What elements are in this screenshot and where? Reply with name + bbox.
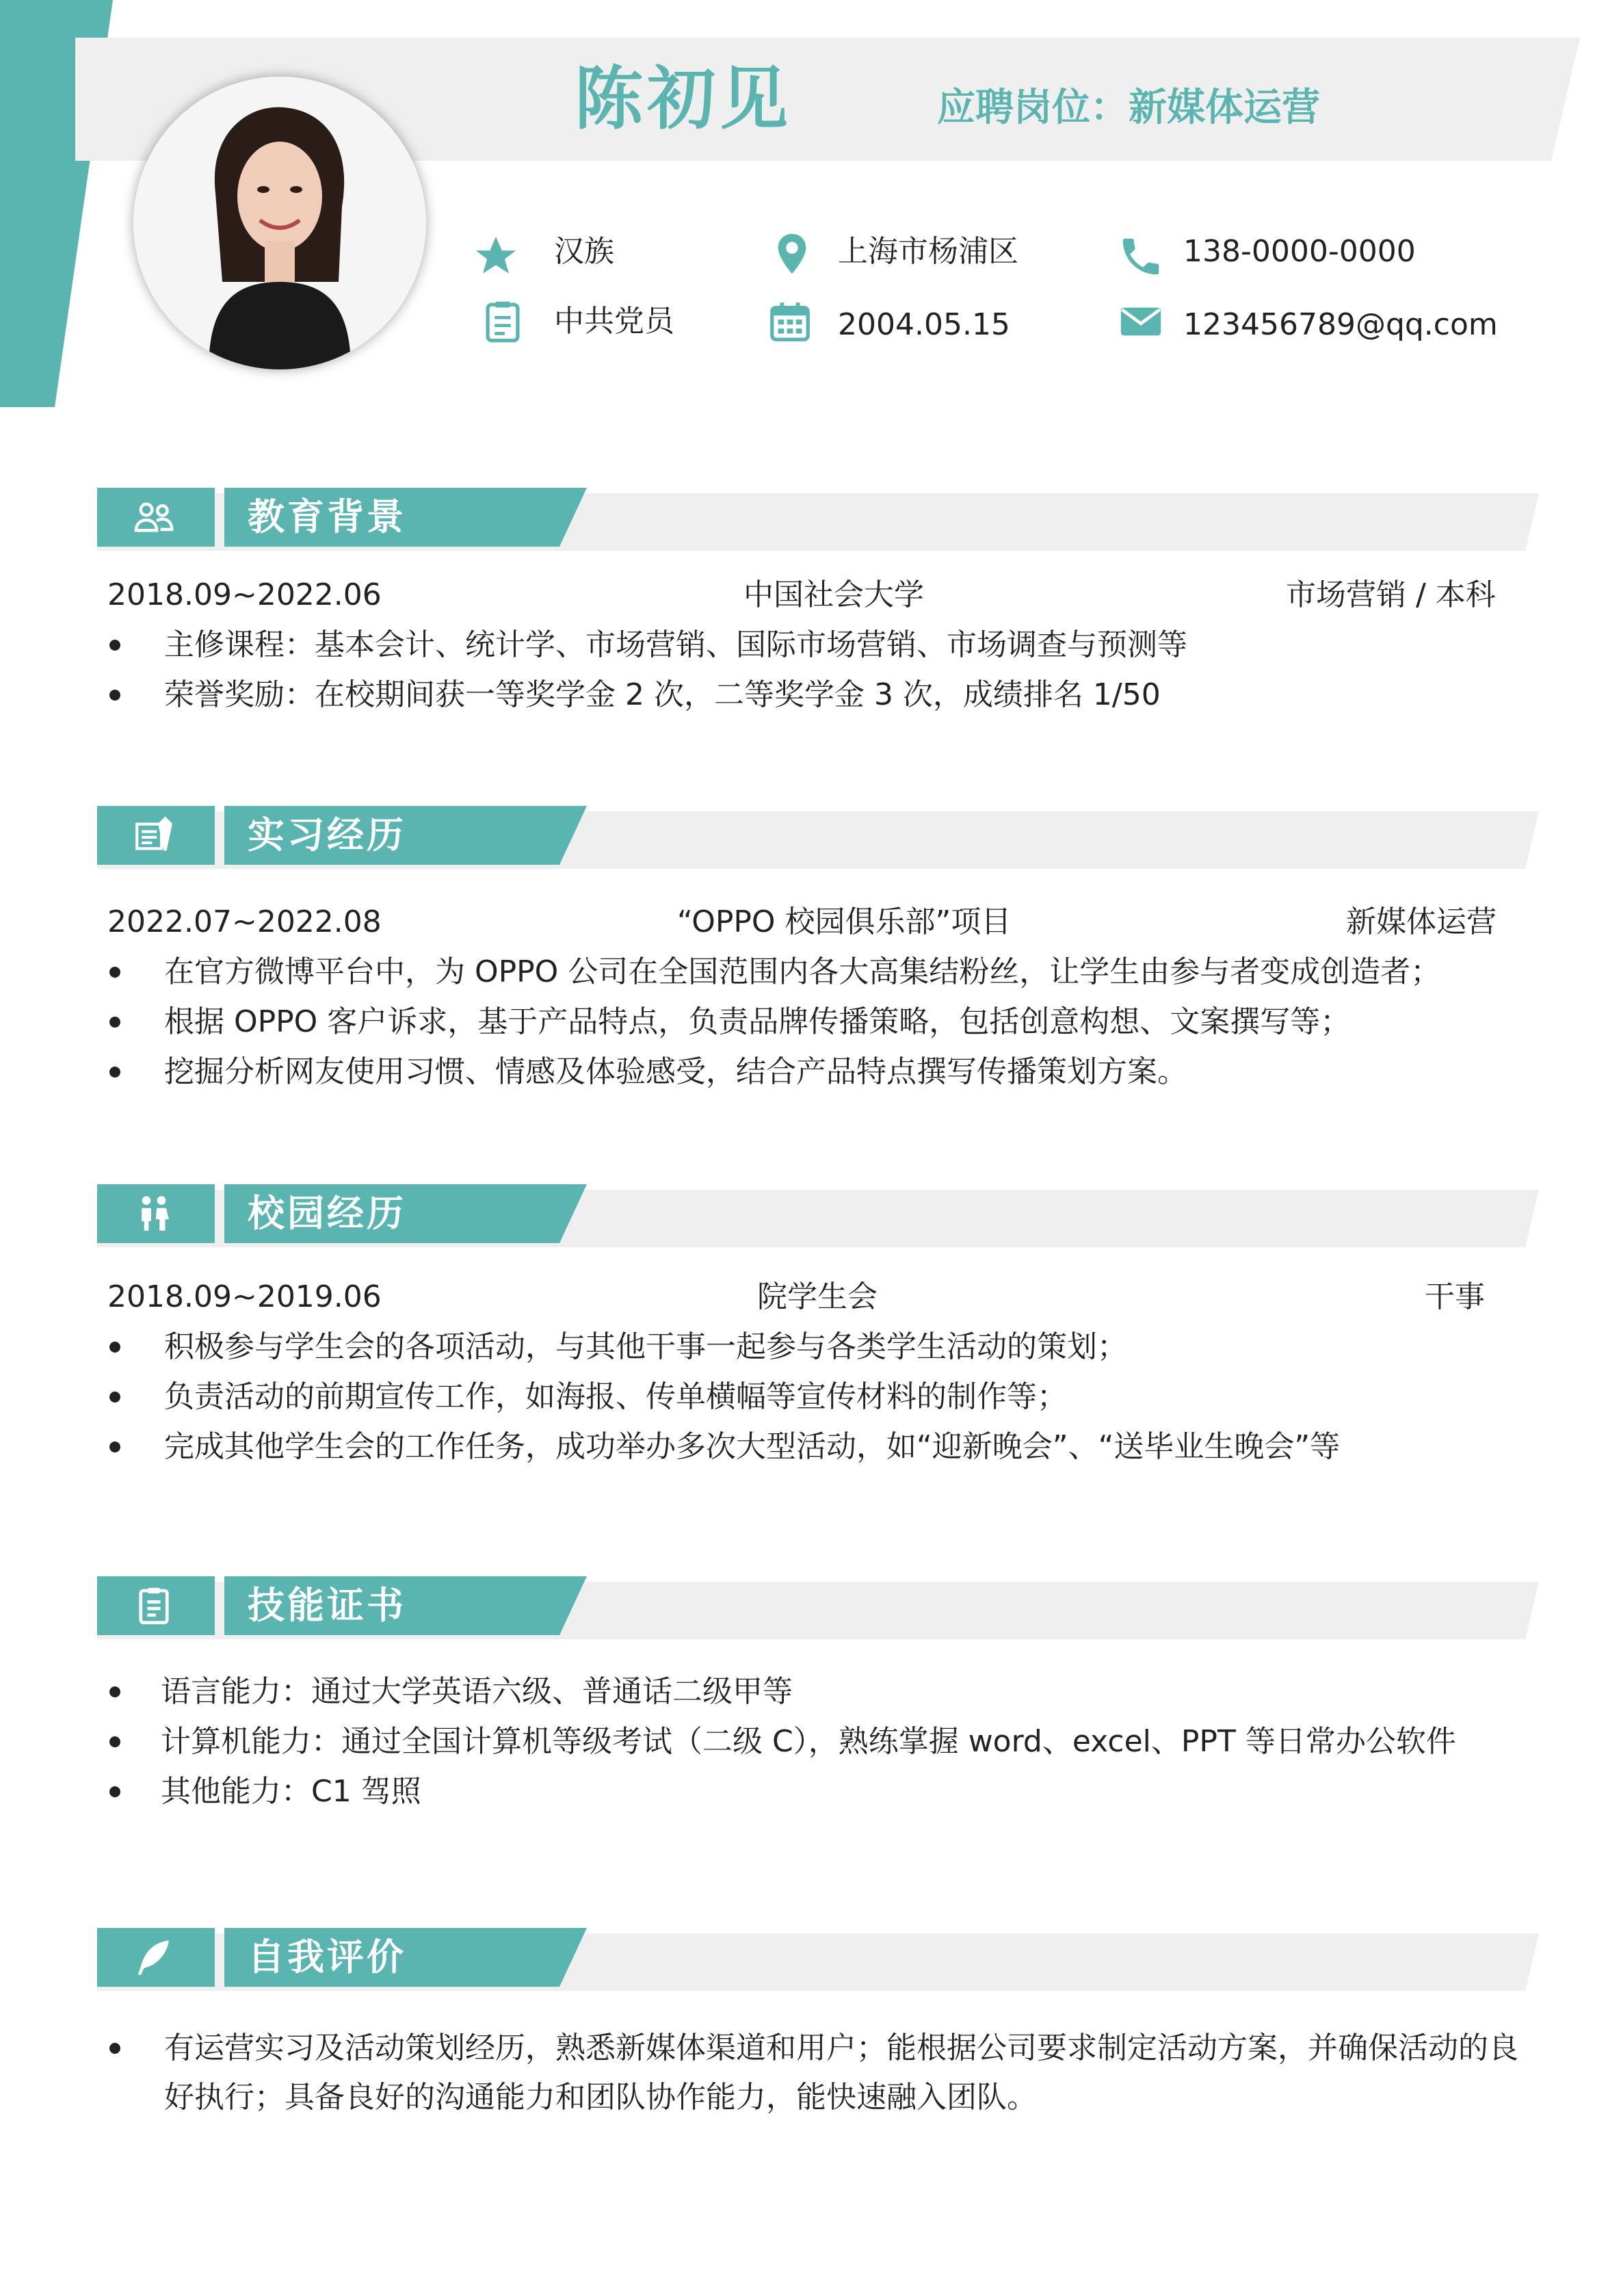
location: 上海市杨浦区 xyxy=(838,234,1018,269)
section-icon-box xyxy=(97,1184,215,1243)
bullet-dot xyxy=(109,1067,120,1078)
bullet-text: 计算机能力：通过全国计算机等级考试（二级 C），熟练掌握 word、excel、PPT 等日常办公软件 xyxy=(161,1724,1456,1759)
candidate-name: 陈初见 xyxy=(575,59,792,139)
bullet-dot xyxy=(109,967,120,978)
bullet-text: 负责活动的前期宣传工作，如海报、传单横幅等宣传材料的制作等； xyxy=(164,1379,1067,1414)
section-header-internship xyxy=(97,806,1539,869)
section-icon-box xyxy=(97,1928,215,1987)
section-icon-box xyxy=(97,488,215,547)
section-title: 自我评价 xyxy=(248,1935,406,1979)
section-title: 实习经历 xyxy=(248,813,406,857)
phone: 138-0000-0000 xyxy=(1183,234,1416,269)
section-header-self-evaluation xyxy=(97,1928,1539,1991)
applied-position: 应聘岗位：新媒体运营 xyxy=(937,86,1320,130)
bullet-dot xyxy=(109,690,120,701)
section-title: 教育背景 xyxy=(248,495,406,538)
bullet-dot xyxy=(109,2043,120,2054)
ethnicity: 汉族 xyxy=(554,234,614,269)
bullet-text: 完成其他学生会的工作任务，成功举办多次大型活动，如“迎新晚会”、“送毕业生晚会”等 xyxy=(164,1429,1341,1464)
campus-org: 院学生会 xyxy=(757,1279,878,1314)
bullet-text: 语言能力：通过大学英语六级、普通话二级甲等 xyxy=(161,1674,793,1709)
section-header-skills xyxy=(97,1576,1539,1639)
bullet-dot xyxy=(109,1342,120,1353)
document-icon xyxy=(479,298,527,345)
bullet-dot xyxy=(109,1686,120,1697)
bullet-dot xyxy=(109,1736,120,1747)
book-pen-icon xyxy=(130,813,178,858)
star-icon xyxy=(472,233,520,281)
campus-role: 干事 xyxy=(1425,1279,1485,1314)
internship-role: 新媒体运营 xyxy=(1346,904,1497,939)
campus-date: 2018.09~2019.06 xyxy=(107,1279,382,1314)
section-icon-box xyxy=(97,806,215,865)
bullet-text: 主修课程：基本会计、统计学、市场营销、国际市场营销、市场调查与预测等 xyxy=(164,627,1187,662)
section-title: 技能证书 xyxy=(248,1584,406,1627)
education-major: 市场营销 / 本科 xyxy=(1286,577,1496,612)
clipboard-icon xyxy=(130,1583,178,1628)
bullet-dot xyxy=(109,640,120,651)
bullet-dot xyxy=(109,1017,120,1028)
section-header-education xyxy=(97,488,1539,551)
people-icon xyxy=(130,495,178,540)
feather-icon xyxy=(130,1935,178,1980)
bullet-text: 有运营实习及活动策划经历，熟悉新媒体渠道和用户；能根据公司要求制定活动方案，并确保活动的良好执行；具备良好的沟通能力和团队协作能力，能快速融入团队。 xyxy=(164,2031,1518,2115)
internship-project: “OPPO 校园俱乐部”项目 xyxy=(677,904,1012,939)
bullet-text: 挖掘分析网友使用习惯、情感及体验感受，结合产品特点撰写传播策划方案。 xyxy=(164,1054,1187,1089)
bullet-dot xyxy=(109,1786,120,1797)
bullet-text: 在官方微博平台中，为 OPPO 公司在全国范围内各大高集结粉丝，让学生由参与者变成创造者； xyxy=(164,954,1441,989)
section-title: 校园经历 xyxy=(248,1192,406,1235)
mail-icon xyxy=(1117,298,1165,345)
birthday: 2004.05.15 xyxy=(838,307,1010,342)
profile-photo xyxy=(133,77,426,369)
internship-date: 2022.07~2022.08 xyxy=(107,904,382,939)
calendar-icon xyxy=(766,298,814,345)
bullet-dot xyxy=(109,1441,120,1452)
bullet-text: 荣誉奖励：在校期间获一等奖学金 2 次，二等奖学金 3 次，成绩排名 1/50 xyxy=(164,677,1161,712)
list-item xyxy=(109,2024,1546,2126)
section-icon-box xyxy=(97,1576,215,1635)
two-people-icon xyxy=(130,1191,178,1236)
email: 123456789@qq.com xyxy=(1183,307,1498,342)
political-status: 中共党员 xyxy=(554,304,674,339)
bullet-text: 积极参与学生会的各项活动，与其他干事一起参与各类学生活动的策划； xyxy=(164,1329,1127,1364)
education-school: 中国社会大学 xyxy=(743,577,924,612)
bullet-text: 其他能力：C1 驾照 xyxy=(161,1774,421,1809)
phone-icon xyxy=(1117,233,1165,281)
section-header-campus xyxy=(97,1184,1539,1247)
bullet-text: 根据 OPPO 客户诉求，基于产品特点，负责品牌传播策略，包括创意构想、文案撰写等； xyxy=(164,1004,1351,1039)
bullet-dot xyxy=(109,1392,120,1403)
education-date: 2018.09~2022.06 xyxy=(107,577,382,612)
location-pin-icon xyxy=(768,230,816,278)
